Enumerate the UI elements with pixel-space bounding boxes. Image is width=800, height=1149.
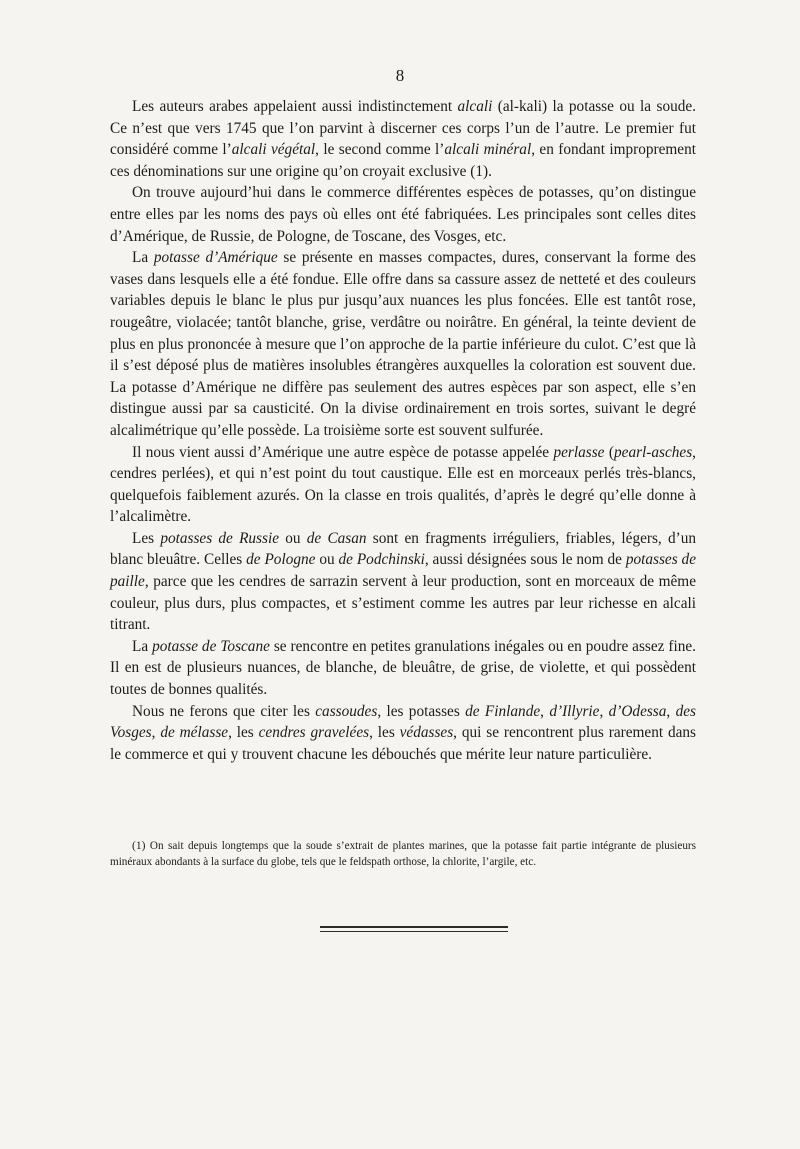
- italic-term: pearl-asches: [614, 443, 693, 461]
- text-run: Les auteurs arabes appelaient aussi indistinctement: [132, 98, 458, 115]
- italic-term: d’Illyrie: [549, 702, 600, 720]
- paragraph: [110, 636, 696, 701]
- italic-term: potasse d’Amérique: [153, 249, 278, 267]
- paragraph: [110, 182, 696, 247]
- italic-term: cassoudes: [315, 702, 378, 720]
- italic-term: potasses de paille: [110, 551, 696, 591]
- italic-term: alcali végétal: [231, 141, 316, 159]
- text-run: ou: [315, 551, 339, 569]
- italic-term: d’Odessa: [608, 702, 667, 720]
- italic-term: de Casan: [306, 529, 367, 547]
- text-run: , les: [228, 724, 259, 742]
- page-number: 8: [395, 66, 405, 85]
- footnotes: [110, 838, 696, 870]
- italic-term: potasses de Russie: [160, 529, 280, 547]
- italic-term: de mélasse: [160, 724, 229, 742]
- text-run: ,: [151, 724, 161, 742]
- text-run: , aussi désignées sous le nom de: [424, 551, 626, 569]
- text-run: (al-kali) la potasse ou la soude. Ce n’est que vers 1745 que l’on parvint à discerner ces corps l’un de l’autre. Le premier fut considéré comme l’: [110, 98, 696, 159]
- text-run: Les: [132, 529, 161, 547]
- paragraph: [110, 247, 696, 441]
- text-run: Nous ne ferons que citer les: [132, 702, 316, 720]
- footnote-mark: (1): [132, 840, 146, 852]
- paragraph: [110, 442, 696, 528]
- italic-term: cendres gravelées: [258, 724, 370, 742]
- italic-term: de Podchinski: [338, 551, 425, 569]
- italic-term: alcali: [457, 98, 493, 115]
- italic-term: védasses: [399, 724, 454, 742]
- paragraph: [110, 701, 696, 766]
- text-run: sont en fragments irréguliers, friables, légers, d’un blanc bleuâtre. Celles: [110, 529, 697, 569]
- italic-term: de Pologne: [246, 551, 316, 569]
- text-run: ,: [666, 702, 676, 720]
- text-run: , en fondant improprement ces dénominations sur une origine qu’on croyait exclusive (1).: [110, 141, 696, 180]
- footnote: [110, 838, 696, 870]
- italic-term: alcali minéral: [444, 141, 532, 159]
- text-run: On trouve aujourd’hui dans le commerce différentes espèces de potasses, qu’on distingue entre elles par les noms des pays où elles ont été fabriquées. Les principales sont celles dites d’Amérique, de Russie, de Pologne, de Toscane, des Vosges, etc.: [110, 184, 696, 245]
- text-run: ou: [279, 529, 307, 547]
- text-run: Il nous vient aussi d’Amérique une autre espèce de potasse appelée: [132, 443, 554, 461]
- end-rule-divider: [320, 926, 508, 936]
- italic-term: perlasse: [553, 443, 605, 461]
- italic-term: des Vosges: [110, 702, 696, 742]
- text-run: , parce que les cendres de sarrazin servent à leur production, sont en morceaux de même couleur, plus durs, plus compactes, et s’estiment comme les autres par leur richesse en alcali titrant.: [110, 573, 696, 634]
- text-run: , les potasses: [377, 702, 466, 720]
- paragraph: [110, 96, 696, 182]
- italic-term: potasse de Toscane: [152, 637, 270, 655]
- text-run: se rencontre en petites granulations inégales ou en poudre assez fine. Il en est de plusieurs nuances, de blanche, de bleuâtre, de grise, de violette, et qui possèdent toutes de bonnes qualités.: [110, 637, 697, 699]
- text-run: (: [604, 443, 614, 461]
- footnote-text: On sait depuis longtemps que la soude s’extrait de plantes marines, que la potasse fait partie intégrante de plusieurs minéraux abondants à la surface du globe, tels que le feldspath orthose, la chlorite, l’argile, etc.: [110, 840, 696, 868]
- text-run: , les: [369, 724, 400, 742]
- italic-term: de Finlande: [465, 702, 541, 720]
- paragraph: [110, 528, 696, 636]
- text-run: La: [132, 637, 153, 655]
- text-run: ,: [540, 702, 550, 720]
- text-run: , le second comme l’: [315, 141, 445, 159]
- text-run: ,: [599, 702, 609, 720]
- body-text: [110, 96, 696, 765]
- text-run: , qui se rencontrent plus rarement dans le commerce et qui y trouvent chacune les débouchés que mérite leur nature particulière.: [110, 724, 696, 763]
- text-run: La: [132, 249, 154, 267]
- text-run: , cendres perlées), et qui n’est point du tout caustique. Elle est en morceaux perlés très-blancs, quelquefois faiblement azurés. On la classe en trois qualités, d’après le degré qu’elle donne à l’alcalimètre.: [110, 443, 696, 526]
- text-run: se présente en masses compactes, dures, conservant la forme des vases dans lesquels elle a été fondue. Elle offre dans sa cassure assez de netteté et des couleurs variables depuis le blanc le plus pur jusqu’aux nuances les plus foncées. Elle est tantôt rose, rougeâtre, violacée; tantôt blanche, grise, verdâtre ou noirâtre. En général, la teinte devient de plus en plus prononcée à mesure que l’on approche de la partie inférieure du culot. C’est que là il s’est déposé plus de matières insolubles étrangères auxquelles la coloration est souvent due. La potasse d’Amérique ne diffère pas seulement des autres espèces par son aspect, elle s’en distingue aussi par sa causticité. On la divise ordinairement en trois sortes, suivant le degré alcalimétrique qu’elle possède. La troisième sorte est souvent sulfurée.: [110, 249, 696, 439]
